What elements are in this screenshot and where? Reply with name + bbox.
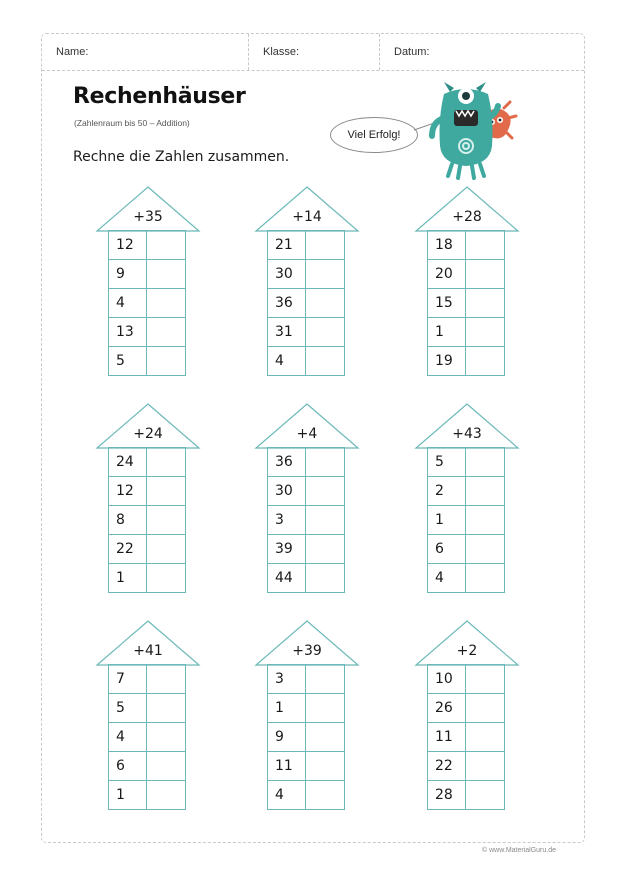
house-row bbox=[268, 448, 344, 477]
answer-cell[interactable] bbox=[147, 752, 185, 780]
calc-house bbox=[414, 185, 520, 380]
answer-cell[interactable] bbox=[466, 448, 504, 476]
date-label: Datum: bbox=[394, 46, 430, 58]
house-row bbox=[109, 752, 185, 781]
answer-cell[interactable] bbox=[306, 448, 344, 476]
calc-house bbox=[414, 619, 520, 814]
house-row bbox=[268, 260, 344, 289]
addend-cell: 30 bbox=[268, 260, 306, 288]
house-operator: +39 bbox=[292, 643, 322, 659]
answer-cell[interactable] bbox=[306, 318, 344, 346]
addend-cell: 1 bbox=[428, 506, 466, 534]
answer-cell[interactable] bbox=[306, 535, 344, 563]
answer-cell[interactable] bbox=[306, 665, 344, 693]
house-grid bbox=[108, 664, 186, 810]
addend-cell: 3 bbox=[268, 665, 306, 693]
answer-cell[interactable] bbox=[466, 752, 504, 780]
house-row bbox=[268, 318, 344, 347]
addend-cell: 5 bbox=[428, 448, 466, 476]
house-row bbox=[109, 506, 185, 535]
house-operator: +24 bbox=[133, 426, 163, 442]
addend-cell: 6 bbox=[109, 752, 147, 780]
addend-cell: 31 bbox=[268, 318, 306, 346]
addend-cell: 4 bbox=[268, 347, 306, 375]
house-row bbox=[109, 347, 185, 375]
house-row bbox=[428, 506, 504, 535]
name-class-date-row bbox=[42, 34, 584, 71]
date-field[interactable] bbox=[380, 34, 586, 70]
house-row bbox=[428, 260, 504, 289]
calc-house bbox=[254, 619, 360, 814]
answer-cell[interactable] bbox=[466, 289, 504, 317]
house-row bbox=[268, 289, 344, 318]
answer-cell[interactable] bbox=[306, 564, 344, 592]
answer-cell[interactable] bbox=[147, 506, 185, 534]
answer-cell[interactable] bbox=[466, 723, 504, 751]
name-label: Name: bbox=[56, 46, 89, 58]
addend-cell: 4 bbox=[109, 723, 147, 751]
calc-house bbox=[254, 185, 360, 380]
addend-cell: 28 bbox=[428, 781, 466, 809]
house-row bbox=[428, 535, 504, 564]
answer-cell[interactable] bbox=[147, 694, 185, 722]
monster-mascot-icon bbox=[408, 78, 528, 182]
page-title: Rechenhäuser bbox=[73, 84, 246, 109]
house-operator: +2 bbox=[456, 643, 478, 659]
house-row bbox=[428, 347, 504, 375]
answer-cell[interactable] bbox=[147, 318, 185, 346]
answer-cell[interactable] bbox=[466, 318, 504, 346]
answer-cell[interactable] bbox=[306, 506, 344, 534]
house-row bbox=[268, 781, 344, 809]
addend-cell: 4 bbox=[268, 781, 306, 809]
house-row bbox=[109, 665, 185, 694]
calc-house bbox=[95, 402, 201, 597]
calc-house bbox=[95, 185, 201, 380]
house-row bbox=[428, 448, 504, 477]
answer-cell[interactable] bbox=[466, 347, 504, 375]
answer-cell[interactable] bbox=[147, 665, 185, 693]
house-row bbox=[428, 694, 504, 723]
addend-cell: 9 bbox=[109, 260, 147, 288]
addend-cell: 20 bbox=[428, 260, 466, 288]
answer-cell[interactable] bbox=[306, 723, 344, 751]
speech-bubble bbox=[330, 117, 418, 153]
answer-cell[interactable] bbox=[306, 260, 344, 288]
addend-cell: 30 bbox=[268, 477, 306, 505]
house-row bbox=[109, 289, 185, 318]
house-row bbox=[109, 781, 185, 809]
house-row bbox=[109, 723, 185, 752]
house-operator: +43 bbox=[452, 426, 482, 442]
calc-house bbox=[95, 619, 201, 814]
answer-cell[interactable] bbox=[466, 535, 504, 563]
addend-cell: 9 bbox=[268, 723, 306, 751]
house-row bbox=[428, 665, 504, 694]
answer-cell[interactable] bbox=[147, 564, 185, 592]
answer-cell[interactable] bbox=[466, 260, 504, 288]
house-row bbox=[268, 694, 344, 723]
page-subtitle: (Zahlenraum bis 50 – Addition) bbox=[74, 118, 190, 128]
house-row bbox=[109, 231, 185, 260]
house-row bbox=[268, 665, 344, 694]
addend-cell: 13 bbox=[109, 318, 147, 346]
house-row bbox=[428, 289, 504, 318]
answer-cell[interactable] bbox=[147, 781, 185, 809]
house-operator: +14 bbox=[292, 209, 322, 225]
speech-bubble-text: Viel Erfolg! bbox=[347, 129, 401, 141]
calc-house bbox=[254, 402, 360, 597]
house-grid bbox=[427, 447, 505, 593]
house-row bbox=[428, 231, 504, 260]
answer-cell[interactable] bbox=[466, 694, 504, 722]
addend-cell: 36 bbox=[268, 448, 306, 476]
class-field[interactable] bbox=[249, 34, 380, 70]
house-row bbox=[109, 694, 185, 723]
answer-cell[interactable] bbox=[466, 506, 504, 534]
house-grid bbox=[267, 664, 345, 810]
answer-cell[interactable] bbox=[306, 752, 344, 780]
answer-cell[interactable] bbox=[147, 535, 185, 563]
answer-cell[interactable] bbox=[147, 347, 185, 375]
addend-cell: 2 bbox=[428, 477, 466, 505]
addend-cell: 4 bbox=[428, 564, 466, 592]
house-row bbox=[109, 448, 185, 477]
house-row bbox=[268, 723, 344, 752]
name-field[interactable] bbox=[42, 34, 249, 70]
answer-cell[interactable] bbox=[147, 477, 185, 505]
addend-cell: 15 bbox=[428, 289, 466, 317]
addend-cell: 19 bbox=[428, 347, 466, 375]
answer-cell[interactable] bbox=[147, 231, 185, 259]
addend-cell: 5 bbox=[109, 347, 147, 375]
class-label: Klasse: bbox=[263, 46, 300, 58]
house-grid bbox=[427, 664, 505, 810]
addend-cell: 21 bbox=[268, 231, 306, 259]
house-row bbox=[268, 506, 344, 535]
house-operator: +35 bbox=[133, 209, 163, 225]
addend-cell: 39 bbox=[268, 535, 306, 563]
house-row bbox=[428, 723, 504, 752]
addend-cell: 4 bbox=[109, 289, 147, 317]
house-operator: +4 bbox=[296, 426, 318, 442]
addend-cell: 6 bbox=[428, 535, 466, 563]
calc-house bbox=[414, 402, 520, 597]
house-row bbox=[268, 231, 344, 260]
house-row bbox=[109, 318, 185, 347]
addend-cell: 1 bbox=[428, 318, 466, 346]
addend-cell: 1 bbox=[268, 694, 306, 722]
answer-cell[interactable] bbox=[306, 694, 344, 722]
answer-cell[interactable] bbox=[306, 289, 344, 317]
addend-cell: 22 bbox=[428, 752, 466, 780]
house-grid bbox=[267, 447, 345, 593]
answer-cell[interactable] bbox=[466, 665, 504, 693]
house-row bbox=[109, 564, 185, 592]
addend-cell: 26 bbox=[428, 694, 466, 722]
addend-cell: 36 bbox=[268, 289, 306, 317]
addend-cell: 3 bbox=[268, 506, 306, 534]
answer-cell[interactable] bbox=[466, 231, 504, 259]
addend-cell: 8 bbox=[109, 506, 147, 534]
house-grid bbox=[427, 230, 505, 376]
house-row bbox=[268, 347, 344, 375]
addend-cell: 22 bbox=[109, 535, 147, 563]
answer-cell[interactable] bbox=[147, 289, 185, 317]
addend-cell: 5 bbox=[109, 694, 147, 722]
answer-cell[interactable] bbox=[306, 231, 344, 259]
house-row bbox=[109, 260, 185, 289]
answer-cell[interactable] bbox=[306, 477, 344, 505]
copyright-footer: © www.MaterialGuru.de bbox=[482, 847, 557, 854]
house-row bbox=[428, 477, 504, 506]
addend-cell: 12 bbox=[109, 477, 147, 505]
addend-cell: 1 bbox=[109, 781, 147, 809]
answer-cell[interactable] bbox=[466, 564, 504, 592]
answer-cell[interactable] bbox=[466, 781, 504, 809]
answer-cell[interactable] bbox=[306, 781, 344, 809]
house-grid bbox=[108, 447, 186, 593]
house-row bbox=[109, 477, 185, 506]
house-row bbox=[428, 781, 504, 809]
addend-cell: 18 bbox=[428, 231, 466, 259]
house-operator: +41 bbox=[133, 643, 163, 659]
house-row bbox=[268, 564, 344, 592]
house-operator: +28 bbox=[452, 209, 482, 225]
house-row bbox=[428, 318, 504, 347]
house-row bbox=[268, 535, 344, 564]
instruction-text: Rechne die Zahlen zusammen. bbox=[73, 149, 290, 165]
answer-cell[interactable] bbox=[147, 448, 185, 476]
addend-cell: 10 bbox=[428, 665, 466, 693]
answer-cell[interactable] bbox=[147, 260, 185, 288]
house-row bbox=[268, 752, 344, 781]
house-row bbox=[109, 535, 185, 564]
answer-cell[interactable] bbox=[306, 347, 344, 375]
addend-cell: 12 bbox=[109, 231, 147, 259]
answer-cell[interactable] bbox=[147, 723, 185, 751]
house-grid bbox=[108, 230, 186, 376]
addend-cell: 1 bbox=[109, 564, 147, 592]
house-row bbox=[268, 477, 344, 506]
addend-cell: 11 bbox=[428, 723, 466, 751]
house-row bbox=[428, 564, 504, 592]
answer-cell[interactable] bbox=[466, 477, 504, 505]
house-row bbox=[428, 752, 504, 781]
addend-cell: 11 bbox=[268, 752, 306, 780]
addend-cell: 7 bbox=[109, 665, 147, 693]
addend-cell: 24 bbox=[109, 448, 147, 476]
house-grid bbox=[267, 230, 345, 376]
addend-cell: 44 bbox=[268, 564, 306, 592]
